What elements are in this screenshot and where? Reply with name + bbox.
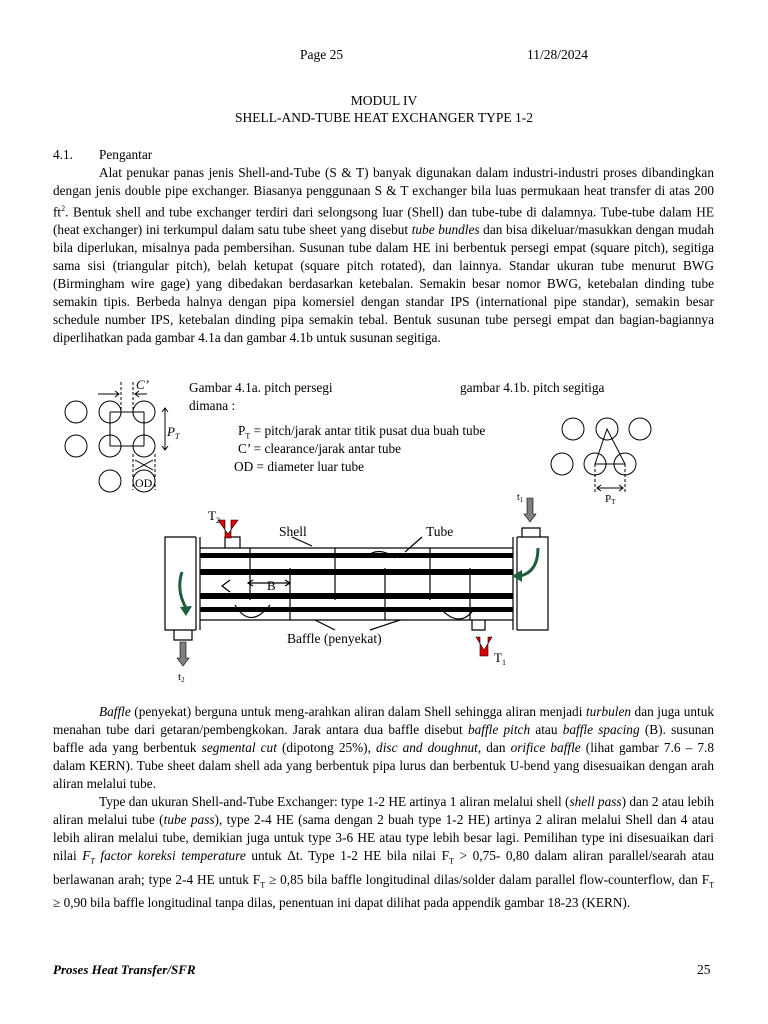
header-date: 11/28/2024 [527,47,589,62]
tube-circle [65,401,87,423]
label-t2-cold: t2 [178,671,185,684]
label-t1-cold: $t_1$ [517,492,524,504]
footer-page-number: 25 [697,962,711,977]
intro-paragraph: Alat penukar panas jenis Shell-and-Tube (S & T) banyak digunakan dalam industri-industri proses dibandingkan dengan jenis double pipe exchanger. Biasanya penggunaan S & T exchanger bila luas permukaan heat transfer di atas 200 $ft^2$. Bentuk shell and tube exchanger terdiri dari selongsong luar (Shell) dan tube-tube di dalamnya. Tube-tube dalam HE (heat exchanger) ini terkumpul dalam satu tube sheet yang disebut tube bundles dan bisa dikeluar/masukkan dengan mudah bila diperlukan, misalnya pada pembersihan. Susunan tube dalam HE ini berbentuk persegi empat (square pitch), segitiga sama sisi (triangular pitch), belah ketupat (square pitch rotated), dan lainnya. Standar ukuran tube menurut BWG (Birmingham wire gage) yang dibedakan berdasarkan ketebalan. Semakin besar nomor BWG, ketebalan dinding tube semakin tipis. Berbeda halnya dengan pipa komersiel dengan standar IPS (international pipe standar), semakin besar schedule number IPS, ketebalan dinding pipa semakin tebal. Bentuk susunan tube persegi empat dan bagian-bagiannya diperlihatkan pada gambar 4.1a dan gambar 4.1b untuk susunan segitiga. [53,165,714,346]
label-baffle: Baffle (penyekat) [287,631,382,646]
label-baffle-spacing: B [267,578,276,593]
label-od: OD [135,476,153,490]
tube-circle [562,418,584,440]
tube-circle [65,435,87,457]
label-shell: Shell [279,524,307,539]
tube-circle [99,470,121,492]
square-pitch-diagram [55,372,190,497]
definition-clearance: C’ = clearance/jarak antar tube [238,441,402,456]
header-page: Page 25 [300,47,344,62]
label-t1-hot: $T_1$ [494,650,506,667]
definition-pitch: $P_T$ = pitch/jarak antar titik pusat dua buah tube [238,423,486,441]
tube-circle [629,418,651,440]
caption-square-pitch: Gambar 4.1a. pitch persegi [189,380,333,395]
caption-dimana: dimana : [189,398,236,413]
module-title: MODUL IV [350,93,418,108]
label-t2-hot: $T_2$ [208,508,220,525]
caption-triangular-pitch: gambar 4.1b. pitch segitiga [460,380,605,395]
module-subtitle: SHELL-AND-TUBE HEAT EXCHANGER TYPE 1-2 [235,110,533,125]
label-tube: Tube [426,524,454,539]
label-tri-pitch: PT [605,493,616,506]
heat-exchanger-diagram [160,490,560,690]
label-pitch: $P_T$ [167,424,180,441]
triangular-pitch-diagram [545,412,660,507]
type-paragraph: Type dan ukuran Shell-and-Tube Exchanger: type 1-2 HE artinya 1 aliran melalui shell (shell pass) dan 2 atau lebih aliran melalui tube (tube pass), type 2-4 HE (sama dengan 2 buah type 1-2 HE) artinya 2 aliran melalui Shell dan 4 atau lebih aliran melalui tube, demikian juga untuk type 3-6 HE atau type lebih besar lagi. Pemilihan type ini disesuaikan dari nilai $F_T$ factor koreksi temperature untuk Δt. Type 1-2 HE bila nilai $F_T > 0,75-$ 0,80 dalam aliran parallel/searah atau berlawanan arah; type 2-4 HE untuk $F_T \ge 0,85$ bila baffle longitudinal dilas/solder dalam parallel flow-counterflow, dan $F_T \ge 0,90$ bila baffle longitudinal tanpa dilas, penentuan ini dapat dilihat pada appendik gambar 18-23 (KERN). [53,794,714,911]
label-clearance: C’ [136,377,149,392]
tube-circle [551,453,573,475]
section-number: 4.1. [53,147,73,162]
baffle-paragraph: Baffle (penyekat) berguna untuk meng-arahkan aliran dalam Shell sehingga aliran menjadi turbulen dan juga untuk menahan tube dari getaran/pembengkokan. Jarak antara dua baffle disebut baffle pitch atau baffle spacing (B). susunan baffle ada yang berbentuk segmental cut (dipotong 25%), disc and doughnut, dan orifice baffle (lihat gambar 7.6 – 7.8 dalam KERN). Tube sheet dalam shell ada yang berbentuk pipa lurus dan berbentuk U-bend yang disesuaikan dengan arah aliran melalui tube. [53,704,715,791]
definition-od: OD = diameter luar tube [234,459,365,474]
section-title: Pengantar [99,147,153,162]
footer-title: Proses Heat Transfer/SFR [53,962,196,977]
